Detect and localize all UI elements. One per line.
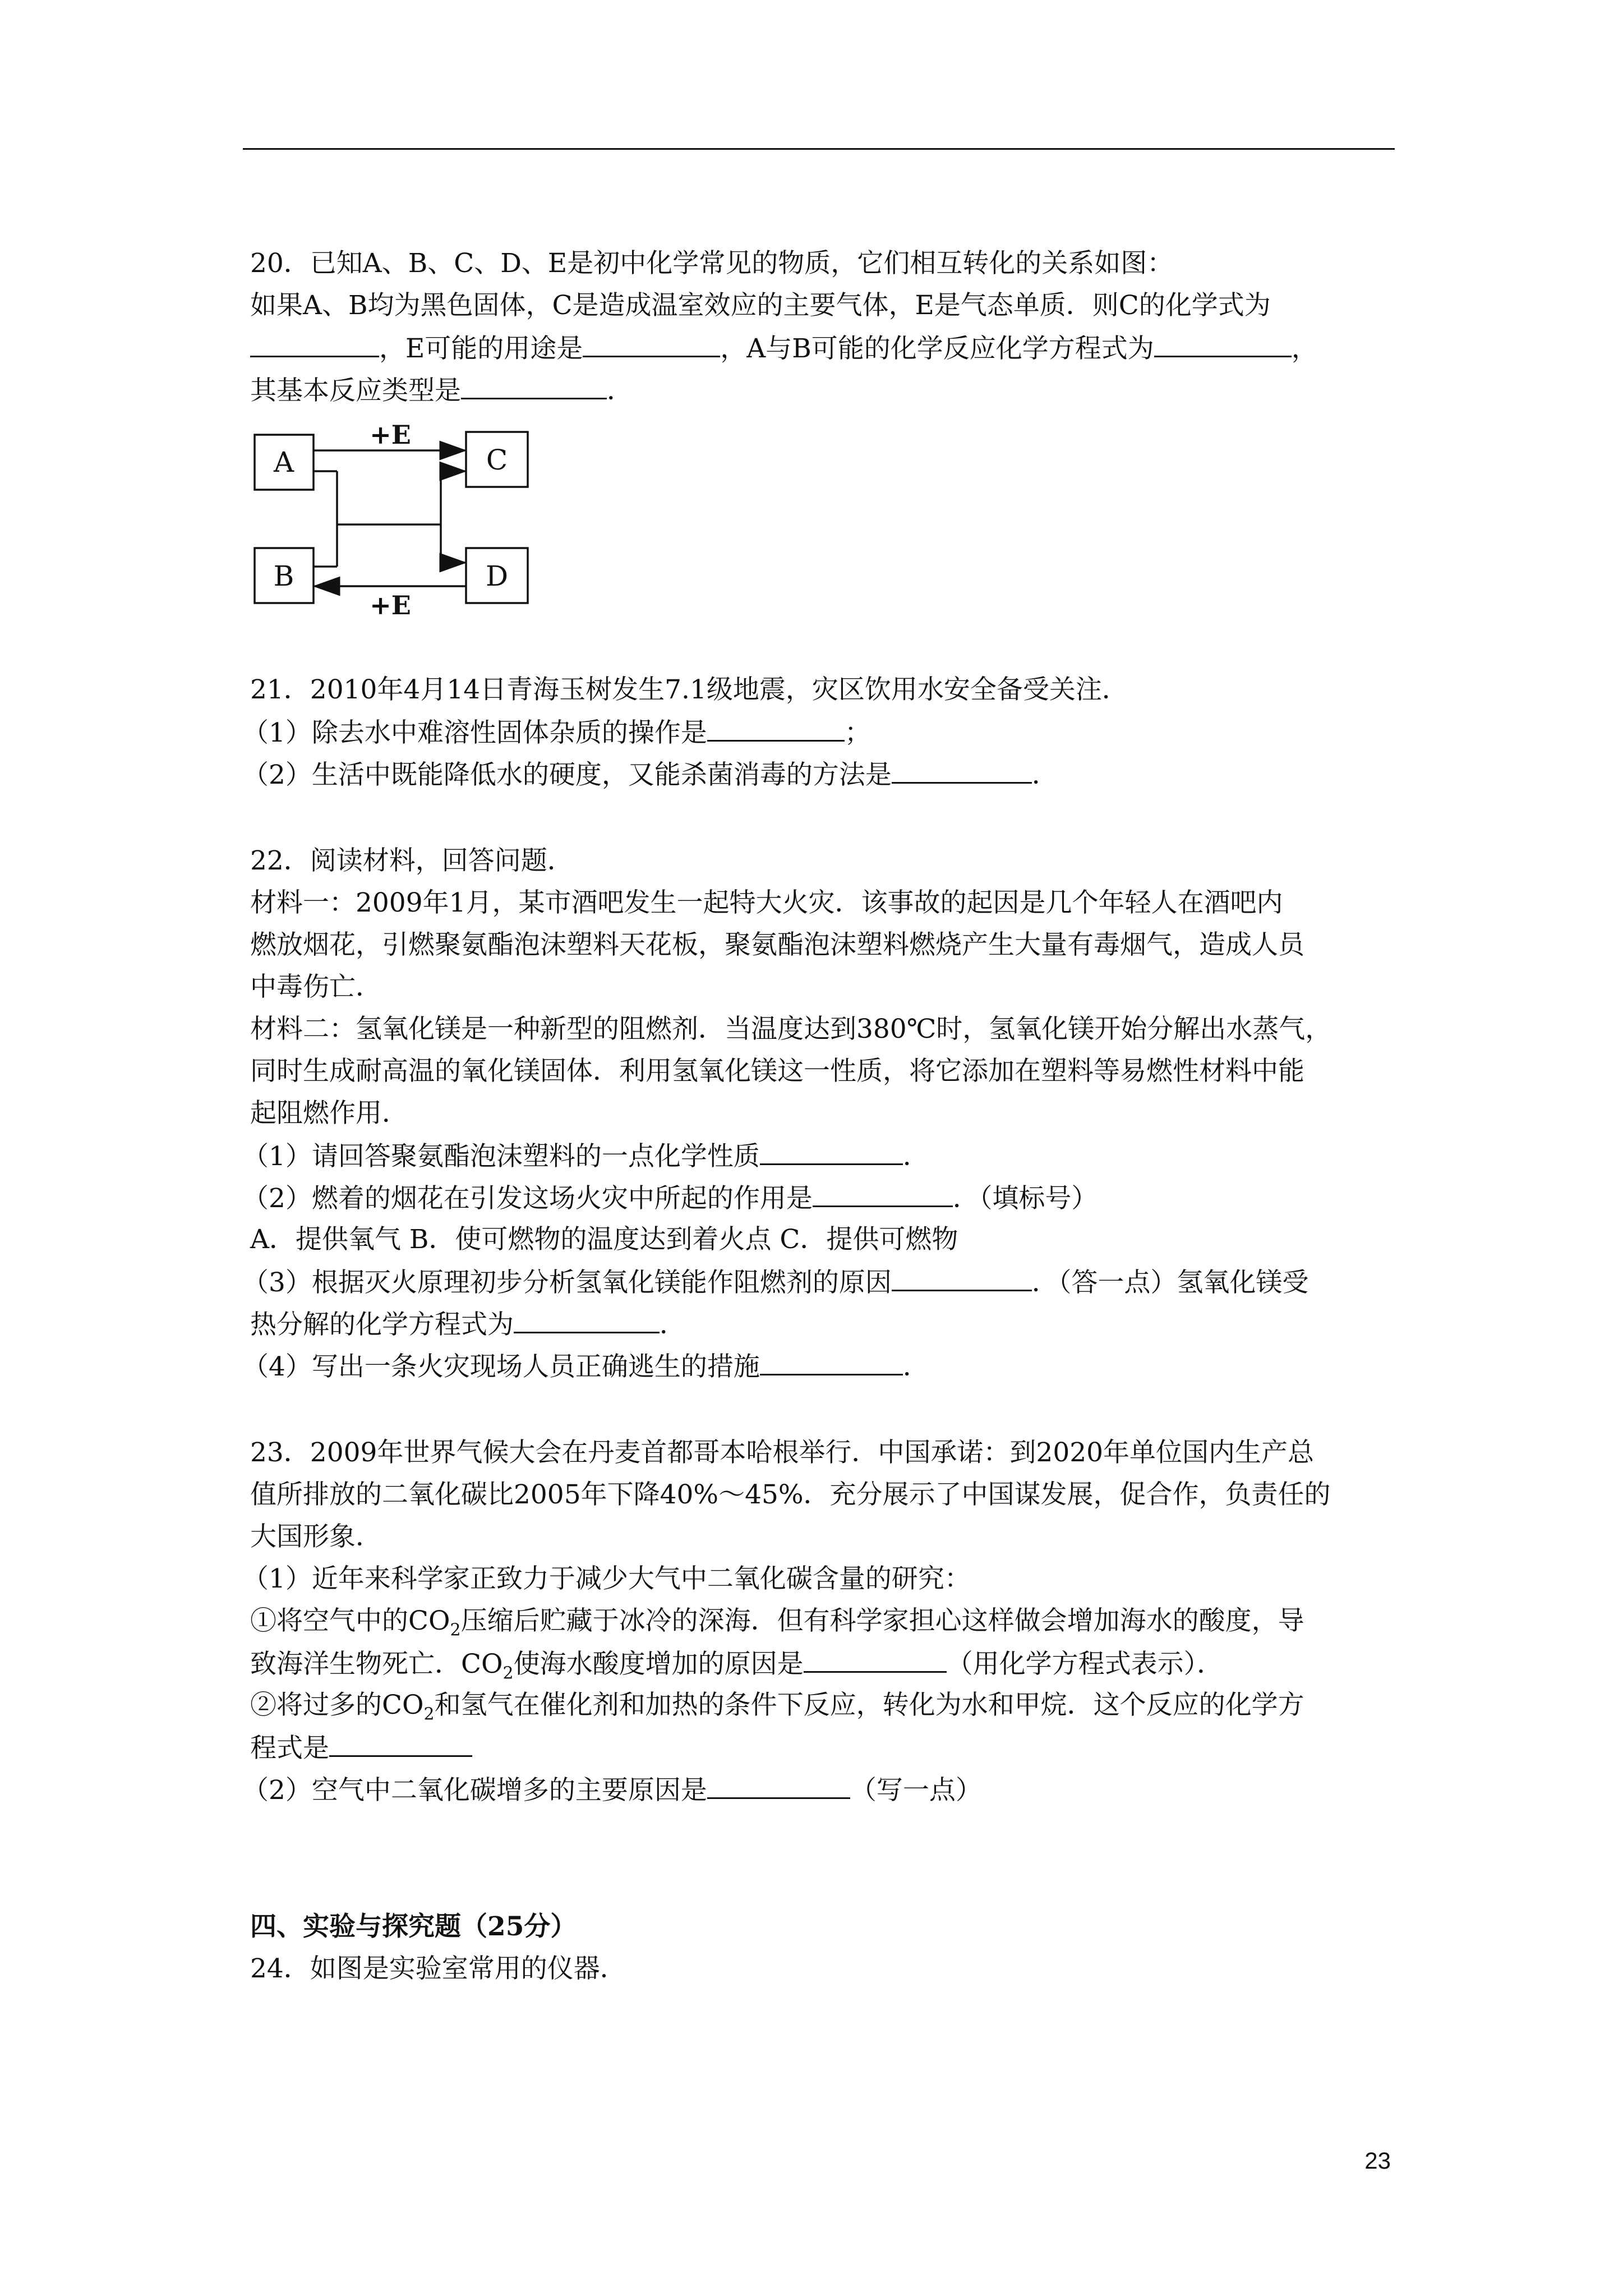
- box-a-label: A: [273, 446, 294, 478]
- box-d-label: D: [485, 560, 509, 592]
- answer-blank[interactable]: [329, 1731, 472, 1757]
- q22-line-12: 热分解的化学方程式为 ．: [250, 1307, 686, 1342]
- q23-line-4: （1）近年来科学家正致力于减少大气中二氧化碳含量的研究：: [242, 1563, 971, 1594]
- q21-line-3: （2）生活中既能降低水的硬度，又能杀菌消毒的方法是 ．: [242, 757, 1058, 792]
- header-rule: [243, 148, 1395, 150]
- q22-line-11: （3）根据灭火原理初步分析氢氧化镁能作阻燃剂的原因 ．（答一点）氢氧化镁受: [242, 1265, 1308, 1300]
- q22-line-7: 起阻燃作用．: [250, 1098, 408, 1129]
- q23-line-9: （2）空气中二氧化碳增多的主要原因是 （写一点）: [242, 1773, 982, 1807]
- q23-line-6: 致海洋生物死亡．$CO_2$使海水酸度增加的原因是 （用化学方程式表示）．: [250, 1646, 1223, 1690]
- q22-line-10: A．提供氧气 B．使可燃物的温度达到着火点 C．提供可燃物: [250, 1224, 958, 1255]
- answer-blank[interactable]: [813, 1181, 953, 1207]
- answer-blank[interactable]: [804, 1646, 947, 1673]
- answer-blank[interactable]: [707, 1773, 850, 1799]
- section-heading: 四、实验与探究题（25分）: [250, 1911, 577, 1942]
- arrow-bottom-label: +E: [370, 590, 411, 620]
- box-b-label: B: [273, 560, 294, 592]
- q23-line-2: 值所排放的二氧化碳比2005年下降40%～45%．充分展示了中国谋发展，促合作，负责任的: [250, 1479, 1331, 1510]
- answer-blank[interactable]: [514, 1307, 660, 1333]
- answer-blank[interactable]: [583, 331, 720, 357]
- q22-line-1: 22．阅读材料，回答问题．: [250, 845, 574, 876]
- q23-line-8: 程式是: [250, 1731, 472, 1765]
- q22-line-3: 燃放烟花，引燃聚氨酯泡沫塑料天花板，聚氨酯泡沫塑料燃烧产生大量有毒烟气，造成人员: [250, 930, 1304, 960]
- q20-line-1: 20．已知A、B、C、D、E是初中化学常见的物质，它们相互转化的关系如图：: [250, 248, 1174, 279]
- answer-blank[interactable]: [707, 715, 845, 742]
- q22-line-8: （1）请回答聚氨酯泡沫塑料的一点化学性质 ．: [242, 1139, 929, 1174]
- answer-blank[interactable]: [760, 1139, 903, 1165]
- answer-blank[interactable]: [461, 373, 607, 399]
- answer-blank[interactable]: [892, 757, 1032, 784]
- page-number: 23: [1364, 2147, 1391, 2174]
- q20-line-2: 如果A、B均为黑色固体，C是造成温室效应的主要气体，E是气态单质．则C的化学式为: [250, 290, 1271, 321]
- answer-blank[interactable]: [1154, 331, 1292, 357]
- answer-blank[interactable]: [250, 331, 379, 357]
- q23-line-1: 23．2009年世界气候大会在丹麦首都哥本哈根举行．中国承诺：到2020年单位国内生产总: [250, 1437, 1315, 1468]
- q22-line-9: （2）燃着的烟花在引发这场火灾中所起的作用是 ．（填标号）: [242, 1181, 1098, 1216]
- q22-line-5: 材料二：氢氧化镁是一种新型的阻燃剂．当温度达到380℃时，氢氧化镁开始分解出水蒸气，: [250, 1014, 1332, 1045]
- q23-line-3: 大国形象．: [250, 1521, 382, 1552]
- q24-line-1: 24．如图是实验室常用的仪器．: [250, 1953, 626, 1984]
- q22-line-2: 材料一：2009年1月，某市酒吧发生一起特大火灾．该事故的起因是几个年轻人在酒吧内: [250, 887, 1283, 918]
- answer-blank[interactable]: [760, 1349, 903, 1375]
- q21-line-2: （1）除去水中难溶性固体杂质的操作是 ；: [242, 715, 871, 750]
- arrow-top-label: +E: [370, 424, 411, 450]
- q22-line-6: 同时生成耐高温的氧化镁固体．利用氢氧化镁这一性质，将它添加在塑料等易燃性材料中能: [250, 1056, 1304, 1087]
- q20-line-3: ，E可能的用途是 ，A与B可能的化学反应化学方程式为 ，: [250, 331, 1318, 366]
- q22-line-13: （4）写出一条火灾现场人员正确逃生的措施 ．: [242, 1349, 929, 1384]
- q22-line-4: 中毒伤亡．: [250, 972, 382, 1002]
- box-c-label: C: [486, 444, 508, 476]
- conversion-diagram: [250, 424, 564, 620]
- answer-blank[interactable]: [892, 1265, 1032, 1291]
- q20-line-4: 其基本反应类型是 ．: [250, 373, 633, 408]
- q23-line-7: ②将过多的$CO_2$和氢气在催化剂和加热的条件下反应，转化为水和甲烷．这个反应的化学方: [250, 1690, 1304, 1724]
- q23-line-5: ①将空气中的$CO_2$压缩后贮藏于冰冷的深海．但有科学家担心这样做会增加海水的酸度，导: [250, 1605, 1304, 1640]
- q21-line-1: 21．2010年4月14日青海玉树发生7.1级地震，灾区饮用水安全备受关注．: [250, 674, 1128, 705]
